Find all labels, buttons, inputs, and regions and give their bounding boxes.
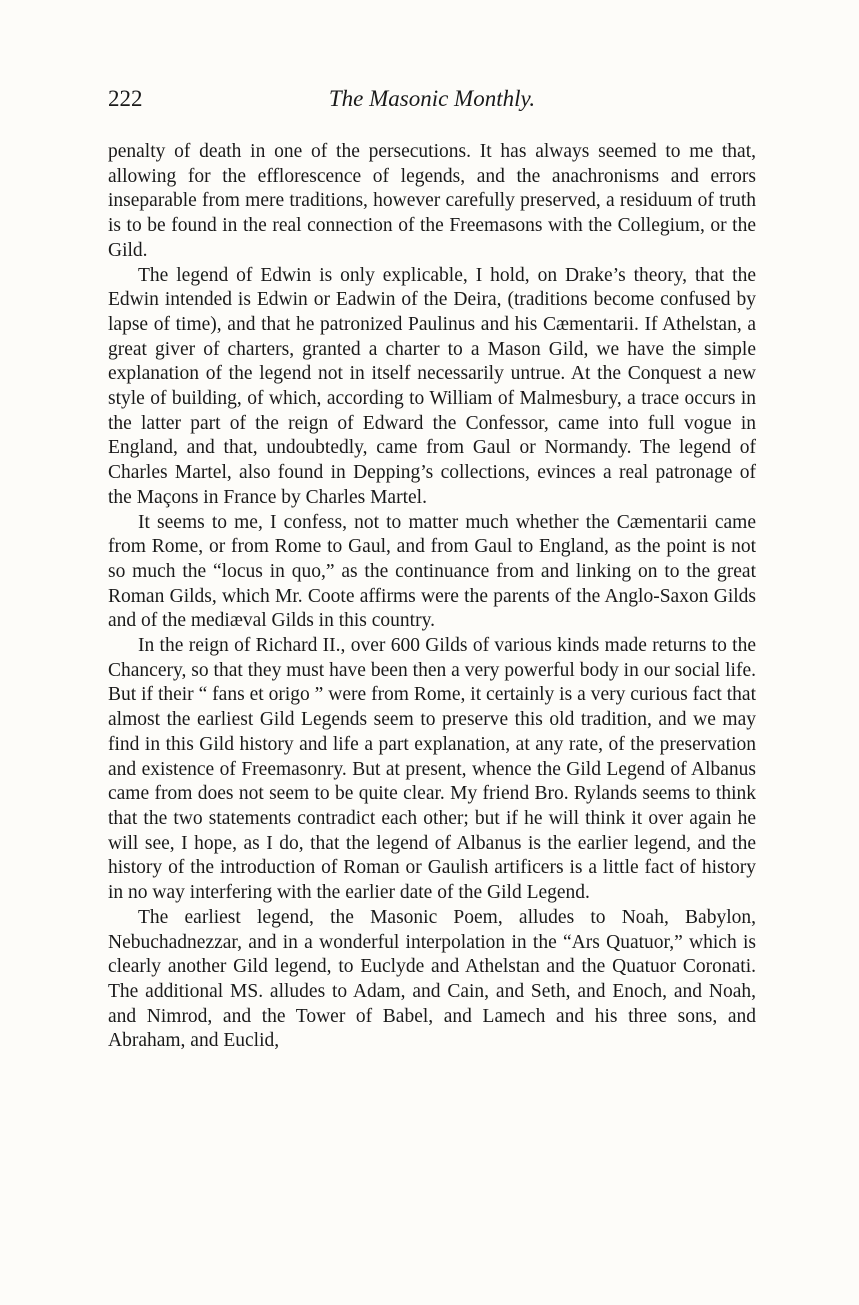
page-number: 222 [108, 86, 143, 111]
paragraph-caementarii: It seems to me, I confess, not to matter much whether the Cæmentarii came from Rome, or from Rome to Gaul, and from Gaul to England, as the point is not so much the “locus in quo,” as the continuance from and linking on to the great Roman Gilds, which Mr. Coote affirms were the parents of the Anglo-Saxon Gilds and of the mediæval Gilds in this country. [108, 511, 756, 632]
paragraph-edwin-legend: The legend of Edwin is only explicable, I hold, on Drake’s theory, that the Edwin intended is Edwin or Eadwin of the Deira, (traditions become confused by lapse of time), and that he patronized Paulinus and his Cæmentarii. If Athelstan, a great giver of charters, granted a charter to a Mason Gild, we have the simple explanation of the legend not in itself necessarily untrue. At the Conquest a new style of building, of which, according to William of Malmesbury, a trace occurs in the latter part of the reign of Edward the Confessor, came into full vogue in England, and that, undoubtedly, came from Gaul or Normandy. The legend of Charles Martel, also found in Depping’s collections, evinces a real patronage of the Maçons in France by Charles Martel. [108, 264, 756, 508]
paragraph-continuation: penalty of death in one of the persecutions. It has always seemed to me that, allowing for the efflorescence of legends, and the anachronisms and errors inseparable from mere traditions, however carefully preserved, a residuum of truth is to be found in the real connection of the Freemasons with the Collegium, or the Gild. [108, 141, 756, 261]
paragraph-richard-ii: In the reign of Richard II., over 600 Gilds of various kinds made returns to the Chancery, so that they must have been then a very powerful body in our social life. But if their “ fans et origo ” were from Rome, it certainly is a very curious fact that almost the earliest Gild Legends seem to preserve this old tradition, and we may find in this Gild history and life a part explanation, at any rate, of the preservation and existence of Freemasonry. But at present, whence the Gild Legend of Albanus came from does not seem to be quite clear. My friend Bro. Rylands seems to think that the two statements contradict each other; but if he will think it over again he will see, I hope, as I do, that the legend of Albanus is the earlier legend, and the history of the introduction of Roman or Gaulish artificers is a little fact of history in no way interfering with the earlier date of the Gild Legend. [108, 635, 756, 904]
journal-title: The Masonic Monthly. [328, 86, 536, 111]
body-text [108, 140, 756, 1054]
paragraph-earliest-legend: The earliest legend, the Masonic Poem, alludes to Noah, Babylon, Nebuchadnezzar, and in a wonderful interpolation in the “Ars Quatuor,” which is clearly another Gild legend, to Euclyde and Athelstan and the Quatuor Coronati. The additional MS. alludes to Adam, and Cain, and Seth, and Enoch, and Noah, and Nimrod, and the Tower of Babel, and Lamech and his three sons, and Abraham, and Euclid, [108, 906, 756, 1052]
running-head [108, 86, 756, 116]
